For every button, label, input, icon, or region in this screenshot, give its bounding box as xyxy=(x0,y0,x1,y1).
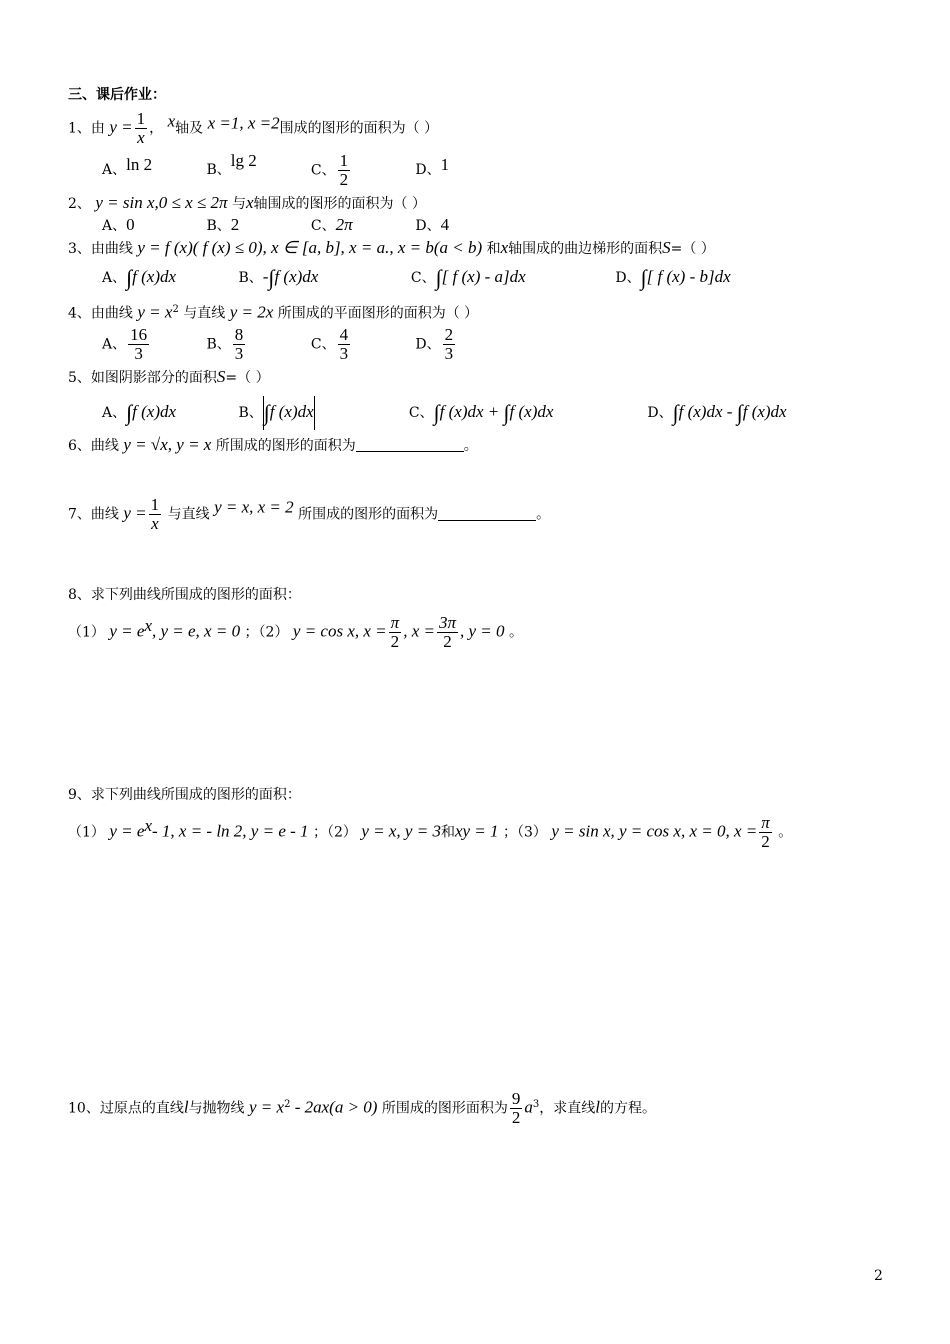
integral-sign: ∫ xyxy=(672,400,679,425)
q-text: 所围成的平面图形的面积为（ ） xyxy=(277,305,479,322)
fraction xyxy=(128,326,149,363)
denominator: 3 xyxy=(234,344,244,363)
q-text: 的方程。 xyxy=(600,1100,657,1117)
math: x xyxy=(500,238,509,257)
numerator: 9 xyxy=(511,1089,521,1108)
question-9 xyxy=(68,784,301,806)
opt-label: B、 xyxy=(238,270,263,286)
math: f (x)dx + xyxy=(439,402,504,421)
exponent: 3 xyxy=(532,1098,540,1110)
option-d[interactable] xyxy=(415,154,449,181)
punct: 。 xyxy=(778,824,793,841)
math: y = 2x xyxy=(229,302,274,322)
question-3 xyxy=(68,237,715,260)
math: x xyxy=(245,193,254,212)
math: - 2ax(a > 0) xyxy=(290,1097,378,1117)
math: ln 2 xyxy=(126,155,153,174)
fraction xyxy=(759,814,772,851)
opt-label: D、 xyxy=(415,336,441,353)
denominator: 3 xyxy=(444,344,454,363)
math: lg 2 xyxy=(230,151,257,170)
math: f (x)dx xyxy=(742,402,787,421)
math: [ f (x) - a]dx xyxy=(441,267,526,286)
numerator: π xyxy=(390,613,400,632)
q-text: 由曲线 xyxy=(90,241,133,257)
q-text: ，求直线 xyxy=(539,1100,596,1117)
part-label: ；（3） xyxy=(502,824,547,841)
q-text: 轴围成的曲边梯形的面积 xyxy=(508,241,663,257)
opt-label: A、 xyxy=(102,218,127,234)
numerator: 1 xyxy=(150,495,160,514)
integral-sign: ∫ xyxy=(640,265,647,290)
abs-bar xyxy=(314,396,315,430)
fraction xyxy=(510,1090,523,1127)
part-label: ；（2） xyxy=(312,824,357,841)
part-label: （1） xyxy=(68,824,105,841)
q-text: 所围成的图形的面积为 xyxy=(298,506,439,523)
math: y = xyxy=(123,503,147,523)
q-text: 围成的图形的面积为（ ） xyxy=(279,120,439,137)
option-c[interactable] xyxy=(409,401,643,424)
q-num: 10、 xyxy=(68,1100,100,1117)
integral-sign: ∫ xyxy=(435,265,442,290)
question-4 xyxy=(68,299,478,325)
opt-label: D、 xyxy=(647,405,673,421)
punct: 。 xyxy=(508,624,523,641)
opt-label: A、 xyxy=(102,405,127,421)
q-num: 8、 xyxy=(68,587,91,603)
numerator: 2 xyxy=(444,325,454,344)
opt-label: B、 xyxy=(238,405,263,421)
math: y = e xyxy=(109,821,145,841)
opt-label: A、 xyxy=(102,162,127,178)
option-a[interactable] xyxy=(102,266,234,289)
q-text: 曲线 xyxy=(90,438,119,454)
q-text: 过原点的直线 xyxy=(99,1100,184,1117)
opt-label: C、 xyxy=(410,270,436,286)
option-d[interactable] xyxy=(615,266,730,289)
q-text: 曲线 xyxy=(90,506,119,523)
question-1 xyxy=(68,110,438,147)
math: f (x)dx xyxy=(509,402,554,421)
q-text: 求下列曲线所围成的图形的面积： xyxy=(90,787,301,803)
numerator: 1 xyxy=(339,150,349,170)
q-text: =（ ） xyxy=(670,241,715,257)
option-a[interactable] xyxy=(102,214,202,237)
math: y = xyxy=(109,117,133,137)
math: - xyxy=(262,267,269,286)
question-5 xyxy=(68,366,270,389)
math: , y = e, x = 0 xyxy=(151,621,241,641)
q-num: 2、 xyxy=(68,196,91,212)
q-text: 与直线 xyxy=(183,305,226,322)
fraction xyxy=(338,326,351,363)
math: x xyxy=(167,111,176,131)
option-b[interactable] xyxy=(206,150,306,181)
math: , y = 0 xyxy=(460,621,505,641)
option-c[interactable] xyxy=(311,152,411,189)
math: y = √x, y = x xyxy=(123,435,212,454)
q-text: 与直线 xyxy=(167,506,210,523)
q-text: 求下列曲线所围成的图形的面积： xyxy=(90,587,301,603)
fraction xyxy=(233,326,246,363)
option-d[interactable] xyxy=(415,326,457,363)
math: f (x)dx xyxy=(132,402,177,421)
punct: ， xyxy=(149,120,164,137)
q-num: 1、 xyxy=(68,120,91,137)
q-text: 和 xyxy=(486,241,501,257)
math: x =1, x =2 xyxy=(207,113,280,133)
punct: 。 xyxy=(536,506,551,523)
q-num: 5、 xyxy=(68,370,91,386)
fraction xyxy=(443,326,456,363)
opt-label: D、 xyxy=(415,218,441,234)
denominator: 3 xyxy=(339,344,349,363)
fraction xyxy=(135,110,148,147)
integral-sign: ∫ xyxy=(433,400,440,425)
q5-options xyxy=(102,396,787,430)
numerator: 8 xyxy=(234,325,244,344)
q-text: 轴及 xyxy=(175,120,204,137)
q3-options xyxy=(102,266,731,289)
numerator: 16 xyxy=(130,325,148,344)
fraction xyxy=(149,496,162,533)
option-b[interactable] xyxy=(238,396,404,430)
numerator: 1 xyxy=(136,109,146,128)
math: 4 xyxy=(440,215,450,234)
option-a[interactable] xyxy=(102,154,202,181)
q-num: 7、 xyxy=(68,506,91,523)
math: l xyxy=(183,1097,189,1117)
opt-label: A、 xyxy=(102,336,127,353)
math: y = sin x,0 ≤ x ≤ 2π xyxy=(95,193,228,212)
q-text: 由 xyxy=(90,120,105,137)
question-2 xyxy=(68,192,426,215)
math: y = cos x, x = xyxy=(292,621,387,641)
fraction xyxy=(338,152,351,189)
q-text: 和 xyxy=(440,824,455,841)
q-text: 轴围成的图形的面积为（ ） xyxy=(253,196,426,212)
math: y = e xyxy=(109,621,145,641)
opt-label: C、 xyxy=(408,405,434,421)
q1-options xyxy=(102,150,449,189)
q-text: 所围成的图形面积为 xyxy=(381,1100,508,1117)
math: f (x)dx xyxy=(269,402,314,421)
denominator: x xyxy=(137,128,145,147)
question-7 xyxy=(68,496,550,533)
part-label: ；（2） xyxy=(244,624,289,641)
answer-blank[interactable] xyxy=(356,437,464,452)
option-b[interactable] xyxy=(238,266,406,289)
denominator: 2 xyxy=(339,169,349,189)
math: 0 xyxy=(126,215,135,234)
option-c[interactable] xyxy=(311,214,411,237)
question-8-parts xyxy=(68,614,523,651)
question-6 xyxy=(68,434,478,457)
numerator: 4 xyxy=(339,325,349,344)
q-text: 与 xyxy=(231,196,246,212)
math: f (x)dx xyxy=(274,267,319,286)
opt-label: D、 xyxy=(415,162,441,178)
page-number: 2 xyxy=(874,1268,883,1284)
opt-label: C、 xyxy=(310,336,336,353)
integral-sign: ∫ xyxy=(263,400,270,425)
option-c[interactable] xyxy=(411,266,611,289)
fraction xyxy=(437,614,458,651)
section-title: 三、课后作业： xyxy=(68,87,166,103)
math: 1 xyxy=(440,155,450,174)
question-10 xyxy=(68,1090,656,1127)
opt-label: C、 xyxy=(310,162,336,178)
math: - 1, x = - ln 2, y = e - 1 xyxy=(151,821,309,841)
opt-label: B、 xyxy=(206,218,231,234)
denominator: 2 xyxy=(443,632,452,651)
option-d[interactable] xyxy=(647,401,786,424)
math: , x = xyxy=(403,621,435,641)
question-8 xyxy=(68,584,301,606)
option-c[interactable] xyxy=(311,326,411,363)
math: y = x, y = 3 xyxy=(361,821,441,841)
q-text: 所围成的图形的面积为 xyxy=(215,438,356,454)
math: y = x xyxy=(137,302,173,322)
opt-label: D、 xyxy=(615,270,641,286)
integral-sign: ∫ xyxy=(268,265,275,290)
exponent: x xyxy=(144,815,152,835)
math: y = sin x, y = cos x, x = 0, x = xyxy=(551,821,758,841)
option-d[interactable] xyxy=(415,214,449,237)
denominator: x xyxy=(151,514,159,533)
q2-options xyxy=(102,214,449,237)
denominator: 3 xyxy=(134,344,143,363)
opt-label: C、 xyxy=(310,218,336,234)
q-num: 4、 xyxy=(68,305,91,322)
math: f (x)dx - xyxy=(678,402,737,421)
q4-options xyxy=(102,326,457,363)
math: 2π xyxy=(335,215,353,234)
math: S xyxy=(216,367,226,386)
math: 2 xyxy=(230,215,240,234)
math: S xyxy=(662,238,671,257)
integral-sign: ∫ xyxy=(126,400,133,425)
math: y = x xyxy=(249,1097,285,1117)
punct: 。 xyxy=(463,438,478,454)
denominator: 2 xyxy=(390,632,400,651)
opt-label: B、 xyxy=(206,162,231,178)
math: f (x)dx xyxy=(132,267,177,286)
numerator: π xyxy=(761,813,770,832)
integral-sign: ∫ xyxy=(126,265,133,290)
q-text: 由曲线 xyxy=(90,305,133,322)
q-num: 6、 xyxy=(68,438,91,454)
opt-label: A、 xyxy=(102,270,127,286)
math: [ f (x) - b]dx xyxy=(646,267,731,286)
math: a xyxy=(524,1097,533,1117)
integral-sign: ∫ xyxy=(503,400,510,425)
q-num: 9、 xyxy=(68,787,91,803)
integral-sign: ∫ xyxy=(736,400,743,425)
math: y = x, x = 2 xyxy=(214,497,294,517)
denominator: 2 xyxy=(761,832,770,851)
fraction xyxy=(389,614,402,651)
q-text: =（ ） xyxy=(225,370,270,386)
math: xy = 1 xyxy=(454,821,499,841)
math: y = f (x)( f (x) ≤ 0), x ∈ [a, b], x = a., x = b(a < b) xyxy=(137,238,483,257)
numerator: 3π xyxy=(438,613,456,632)
question-9-parts xyxy=(68,814,792,851)
option-b[interactable] xyxy=(206,214,306,237)
option-b[interactable] xyxy=(206,326,306,363)
q-text: 如图阴影部分的面积 xyxy=(90,370,217,386)
opt-label: B、 xyxy=(206,336,231,353)
q-text: 与抛物线 xyxy=(188,1100,245,1117)
answer-blank[interactable] xyxy=(438,506,536,521)
option-a[interactable] xyxy=(102,326,202,363)
exponent: 2 xyxy=(284,1098,291,1110)
part-label: （1） xyxy=(68,624,105,641)
denominator: 2 xyxy=(511,1108,521,1127)
math: l xyxy=(595,1097,601,1117)
option-a[interactable] xyxy=(102,401,234,424)
exponent: 2 xyxy=(172,304,179,315)
q-num: 3、 xyxy=(68,241,91,257)
exponent: x xyxy=(144,615,152,635)
